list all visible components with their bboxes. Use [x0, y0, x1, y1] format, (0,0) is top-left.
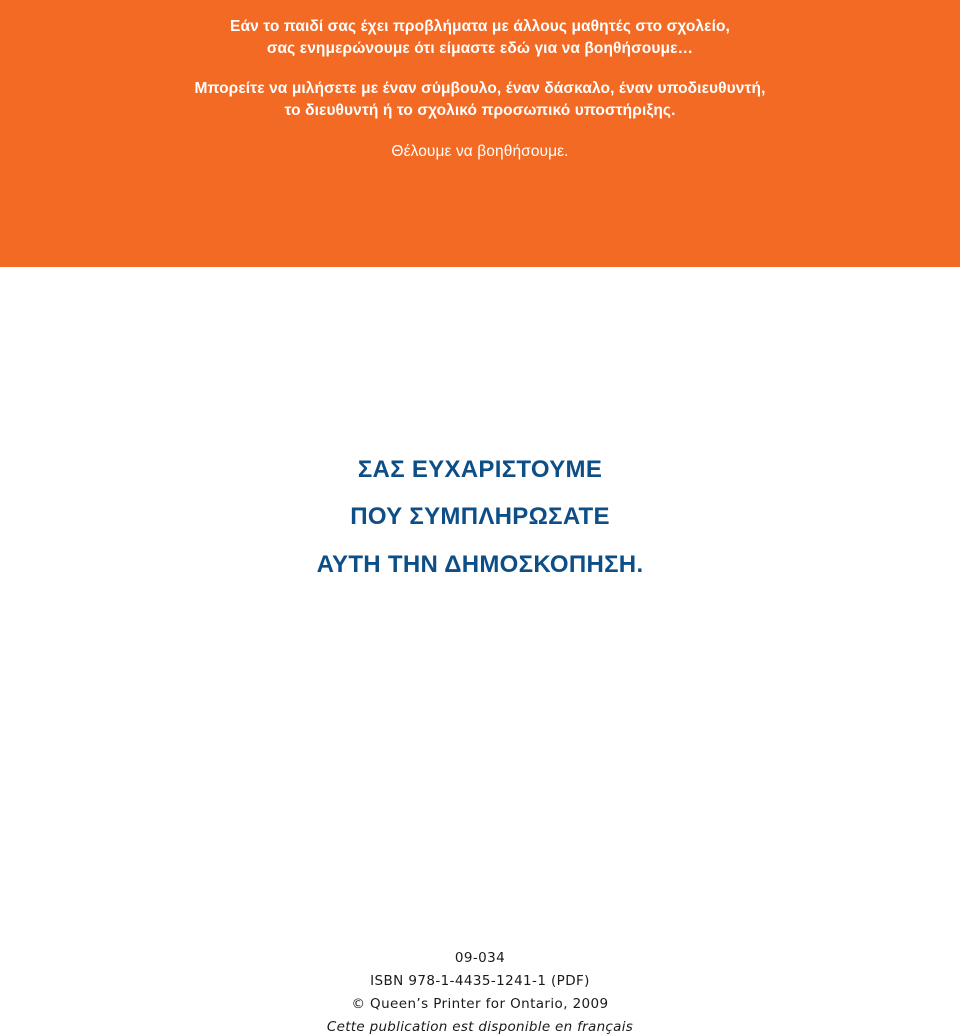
orange-banner: [0, 0, 960, 267]
talk-line-1: Μπορείτε να μιλήσετε με έναν σύμβουλο, έναν δάσκαλο, έναν υποδιευθυντή,: [194, 80, 766, 97]
thanks-line-2: ΠΟΥ ΣΥΜΠΛΗΡΩΣΑΤΕ: [350, 503, 610, 530]
help-paragraph: [0, 141, 960, 163]
intro-paragraph: [0, 16, 960, 60]
talk-paragraph: [0, 78, 960, 122]
copyright-line: © Queen’s Printer for Ontario, 2009: [351, 996, 609, 1012]
thanks-line-3: ΑΥΤΗ ΤΗΝ ΔΗΜΟΣΚΟΠΗΣΗ.: [316, 551, 644, 578]
isbn-line: ISBN 978-1-4435-1241-1 (PDF): [370, 973, 590, 989]
intro-line-2: σας ενημερώνουμε ότι είμαστε εδώ για να βοηθήσουμε…: [266, 40, 694, 57]
intro-line-1: Εάν το παιδί σας έχει προβλήματα με άλλους μαθητές στο σχολείο,: [230, 18, 730, 35]
talk-line-2: το διευθυντή ή το σχολικό προσωπικό υποστήριξης.: [284, 102, 676, 119]
thanks-line-1: ΣΑΣ ΕΥΧΑΡΙΣΤΟΥΜΕ: [357, 456, 603, 483]
french-availability-note: Cette publication est disponible en français: [326, 1019, 634, 1035]
help-line: Θέλουμε να βοηθήσουμε.: [391, 143, 569, 160]
publication-code: 09-034: [454, 950, 506, 966]
